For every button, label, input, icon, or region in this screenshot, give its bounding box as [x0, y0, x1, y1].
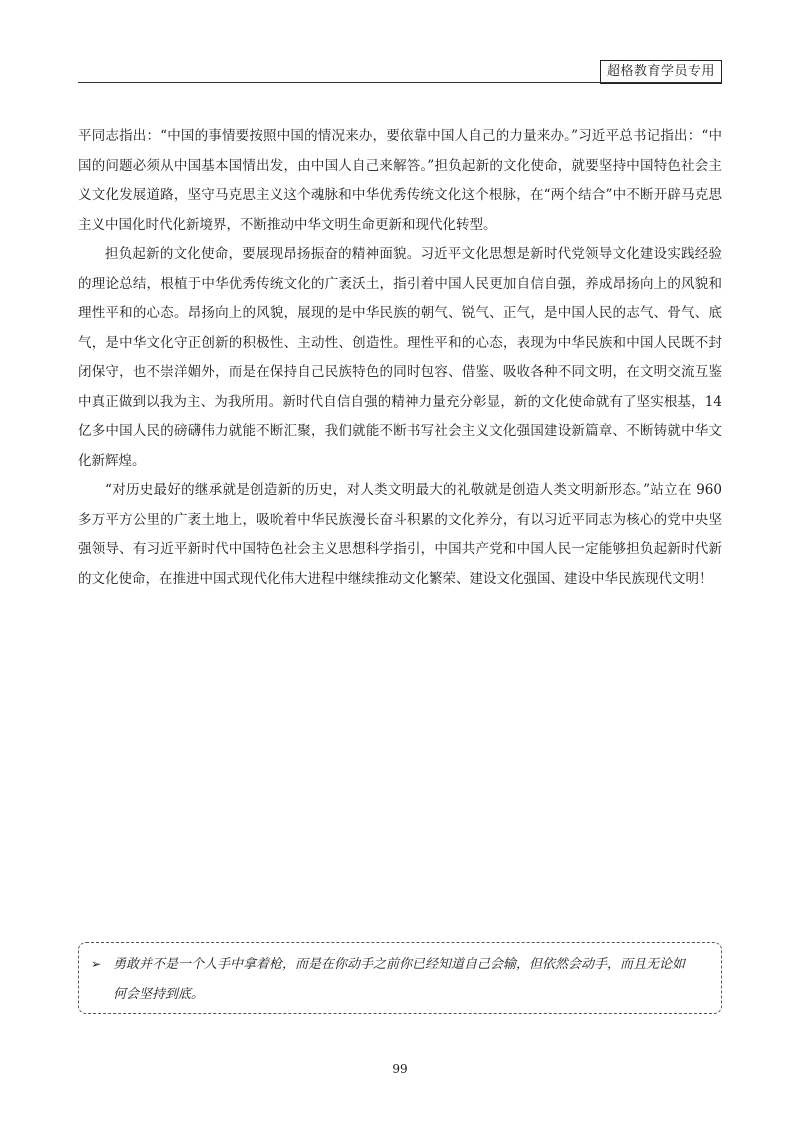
paragraph-1: 平同志指出：“中国的事情要按照中国的情况来办，要依靠中国人自己的力量来办。”习近平总书记指出：“中国的问题必须从中国基本国情出发，由中国人自己来解答。”担负起新的文化使命，就要坚持中国特色社会主义文化发展道路，坚守马克思主义这个魂脉和中华优秀传统文化这个根脉，在“两个结合”中不断开辟马克思主义中国化时代化新境界，不断推动中华文明生命更新和现代化转型。: [78, 128, 722, 233]
body-text: [78, 122, 722, 594]
page-number: 99: [392, 1062, 408, 1076]
header-divider: [78, 82, 722, 83]
header-tag: 超格教育学员专用: [600, 60, 722, 84]
paragraph-2: 担负起新的文化使命，要展现昂扬振奋的精神面貌。习近平文化思想是新时代党领导文化建设实践经验的理论总结，根植于中华优秀传统文化的广袤沃土，指引着中国人民更加自信自强，养成昂扬向上的风貌和理性平和的心态。昂扬向上的风貌，展现的是中华民族的朝气、锐气、正气，是中国人民的志气、骨气、底气，是中华文化守正创新的积极性、主动性、创造性。理性平和的心态，表现为中华民族和中国人民既不封闭保守，也不崇洋媚外，而是在保持自己民族特色的同时包容、借鉴、吸收各种不同文明，在文明交流互鉴中真正做到以我为主、为我所用。新时代自信自强的精神力量充分彰显，新的文化使命就有了坚实根基，14 亿多中国人民的磅礴伟力就能不断汇聚，我们就能不断书写社会主义文化强国建设新篇章、不断铸就中华文化新辉煌。: [78, 246, 722, 469]
quote-box: [78, 942, 722, 1014]
quote-line-1: [91, 949, 709, 980]
paragraph-3: “对历史最好的继承就是创造新的历史，对人类文明最大的礼敬就是创造人类文明新形态。”站立在 960 多万平方公里的广袤土地上，吸吮着中华民族漫长奋斗积累的文化养分，有以习近平同志为核心的党中央坚强领导、有习近平新时代中国特色社会主义思想科学指引，中国共产党和中国人民一定能够担负起新时代新的文化使命，在推进中国式现代化伟大进程中继续推动文化繁荣、建设文化强国、建设中华民族现代文明！: [78, 482, 722, 587]
quote-line-2: 何会坚持到底。: [113, 987, 205, 1002]
arrow-bullet-icon: ➢: [91, 957, 102, 971]
quote-text-1: 勇敢并不是一个人手中拿着枪，而是在你动手之前你已经知道自己会输，但依然会动手，而且无论如: [113, 957, 686, 972]
